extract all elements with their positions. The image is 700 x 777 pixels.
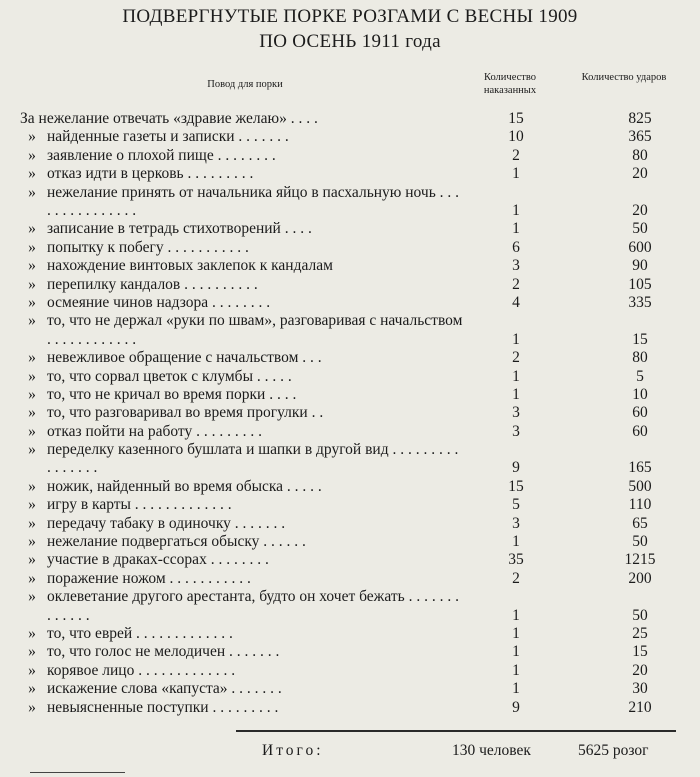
table-row <box>0 496 700 514</box>
row-reason: то, что сорвал цветок с клумбы . . . . . <box>47 367 292 385</box>
row-strikes: 335 <box>628 293 652 311</box>
table-row <box>0 699 700 717</box>
row-count: 1 <box>512 533 520 551</box>
row-reason: ножик, найденный во время обыска . . . . . <box>47 477 322 495</box>
row-strikes: 15 <box>632 330 648 348</box>
total-count: 130 человек <box>452 742 531 759</box>
row-count: 3 <box>512 404 520 422</box>
row-strikes: 60 <box>632 404 648 422</box>
row-count: 15 <box>508 110 524 127</box>
table-row <box>0 147 700 165</box>
table-row <box>0 441 700 478</box>
row-strikes: 30 <box>632 680 648 698</box>
table-row <box>0 165 700 183</box>
row-count: 1 <box>512 661 520 679</box>
ditto-mark: » <box>28 680 36 698</box>
row-strikes: 1215 <box>624 551 656 569</box>
row-reason: оклеветание другого арестанта, будто он хочет бежать . . . . . . . . . . . . . <box>47 588 459 624</box>
ditto-mark: » <box>28 496 36 514</box>
table-row <box>0 423 700 441</box>
row-strikes: 10 <box>632 385 648 403</box>
document-title-line2: ПО ОСЕНЬ 1911 года <box>259 31 441 52</box>
row-reason: корявое лицо . . . . . . . . . . . . . <box>47 661 236 679</box>
punishment-table <box>0 110 700 717</box>
ditto-mark: » <box>28 128 36 146</box>
row-strikes: 20 <box>632 165 648 183</box>
row-count: 3 <box>512 422 520 440</box>
row-reason: то, что еврей . . . . . . . . . . . . . <box>47 625 233 642</box>
row-strikes: 20 <box>632 201 648 219</box>
row-strikes: 80 <box>632 146 648 164</box>
row-reason: искажение слова «капуста» . . . . . . . <box>47 680 282 698</box>
table-row <box>0 312 700 349</box>
table-row <box>0 276 700 294</box>
row-reason: участие в драках-ссорах . . . . . . . . <box>47 551 269 569</box>
total-strikes: 5625 розог <box>578 742 649 759</box>
row-strikes: 50 <box>632 606 648 624</box>
ditto-mark: » <box>28 588 36 606</box>
table-row <box>0 110 700 128</box>
row-count: 6 <box>512 238 520 256</box>
table-row <box>0 184 700 221</box>
total-label: Итого: <box>262 742 324 759</box>
row-count: 5 <box>512 496 520 514</box>
row-reason: невежливое обращение с начальством . . . <box>47 349 322 367</box>
ditto-mark: » <box>28 183 36 201</box>
row-count: 1 <box>512 643 520 661</box>
row-count: 1 <box>512 367 520 385</box>
row-strikes: 105 <box>628 275 652 293</box>
row-strikes: 50 <box>632 220 648 238</box>
row-reason: игру в карты . . . . . . . . . . . . . <box>47 496 232 514</box>
row-strikes: 90 <box>632 257 648 275</box>
row-reason: попытку к побегу . . . . . . . . . . . <box>47 238 249 256</box>
table-row <box>0 257 700 275</box>
row-count: 10 <box>508 128 524 146</box>
table-row <box>0 515 700 533</box>
ditto-mark: » <box>28 698 36 716</box>
table-row <box>0 404 700 422</box>
row-strikes: 165 <box>628 459 652 477</box>
column-header-reason: Повод для порки <box>207 79 283 90</box>
table-row <box>0 220 700 238</box>
row-reason: то, что разговаривал во время прогулки . . <box>47 404 324 422</box>
table-row <box>0 294 700 312</box>
row-count: 15 <box>508 477 524 495</box>
row-reason: поражение ножом . . . . . . . . . . . <box>47 569 251 587</box>
ditto-mark: » <box>28 312 36 330</box>
row-count: 1 <box>512 330 520 348</box>
ditto-mark: » <box>28 367 36 385</box>
column-header-count: Количество наказанных <box>483 72 537 96</box>
row-count: 9 <box>512 459 520 477</box>
row-reason: За нежелание отвечать «здравие желаю» . . . . <box>20 110 318 127</box>
row-reason: отказ пойти на работу . . . . . . . . . <box>47 422 262 440</box>
table-row <box>0 128 700 146</box>
row-strikes: 25 <box>632 625 648 642</box>
ditto-mark: » <box>28 349 36 367</box>
row-count: 1 <box>512 220 520 238</box>
ditto-mark: » <box>28 257 36 275</box>
row-count: 1 <box>512 606 520 624</box>
table-row <box>0 551 700 569</box>
ditto-mark: » <box>28 551 36 569</box>
row-reason: перепилку кандалов . . . . . . . . . . <box>47 275 258 293</box>
row-strikes: 500 <box>628 477 652 495</box>
table-row <box>0 625 700 643</box>
row-reason: отказ идти в церковь . . . . . . . . . <box>47 165 254 183</box>
ditto-mark: » <box>28 404 36 422</box>
ditto-mark: » <box>28 165 36 183</box>
row-reason: записание в тетрадь стихотворений . . . . <box>47 220 312 238</box>
row-reason: невыясненные поступки . . . . . . . . . <box>47 698 279 716</box>
ditto-mark: » <box>28 477 36 495</box>
row-strikes: 210 <box>628 698 652 716</box>
row-reason: то, что голос не мелодичен . . . . . . . <box>47 643 280 661</box>
ditto-mark: » <box>28 625 36 642</box>
row-strikes: 825 <box>628 110 652 127</box>
row-count: 3 <box>512 257 520 275</box>
table-row <box>0 570 700 588</box>
ditto-mark: » <box>28 220 36 238</box>
row-count: 2 <box>512 349 520 367</box>
ditto-mark: » <box>28 422 36 440</box>
ditto-mark: » <box>28 385 36 403</box>
ditto-mark: » <box>28 293 36 311</box>
row-strikes: 60 <box>632 422 648 440</box>
table-row <box>0 368 700 386</box>
total-divider <box>236 730 676 732</box>
row-reason: найденные газеты и записки . . . . . . . <box>47 128 289 146</box>
ditto-mark: » <box>28 514 36 532</box>
ditto-mark: » <box>28 441 36 459</box>
row-count: 1 <box>512 385 520 403</box>
row-count: 1 <box>512 165 520 183</box>
table-row <box>0 349 700 367</box>
ditto-mark: » <box>28 533 36 551</box>
row-strikes: 365 <box>628 128 652 146</box>
table-row <box>0 643 700 661</box>
ditto-mark: » <box>28 146 36 164</box>
row-reason: заявление о плохой пище . . . . . . . . <box>47 146 276 164</box>
table-row <box>0 478 700 496</box>
row-reason: нежелание подвергаться обыску . . . . . . <box>47 533 306 551</box>
row-reason: осмеяние чинов надзора . . . . . . . . <box>47 293 271 311</box>
row-strikes: 80 <box>632 349 648 367</box>
row-count: 1 <box>512 625 520 642</box>
ditto-mark: » <box>28 238 36 256</box>
row-count: 1 <box>512 201 520 219</box>
row-count: 35 <box>508 551 524 569</box>
row-reason: то, что не держал «руки по швам», разговаривая с начальством . . . . . . . . . . . . <box>47 312 463 348</box>
table-row <box>0 386 700 404</box>
row-strikes: 50 <box>632 533 648 551</box>
row-reason: то, что не кричал во время порки . . . . <box>47 385 297 403</box>
row-count: 2 <box>512 146 520 164</box>
row-strikes: 110 <box>628 496 652 514</box>
ditto-mark: » <box>28 643 36 661</box>
row-count: 4 <box>512 293 520 311</box>
table-row <box>0 680 700 698</box>
row-reason: передачу табаку в одиночку . . . . . . . <box>47 514 286 532</box>
table-row <box>0 662 700 680</box>
document-title-line1: ПОДВЕРГНУТЫЕ ПОРКЕ РОЗГАМИ С ВЕСНЫ 1909 <box>122 6 578 27</box>
row-count: 2 <box>512 275 520 293</box>
table-row <box>0 533 700 551</box>
row-strikes: 5 <box>636 367 644 385</box>
row-count: 9 <box>512 698 520 716</box>
row-count: 1 <box>512 680 520 698</box>
table-row <box>0 588 700 625</box>
column-header-strikes: Количество ударов <box>581 72 667 83</box>
ditto-mark: » <box>28 661 36 679</box>
row-strikes: 600 <box>628 238 652 256</box>
row-strikes: 20 <box>632 661 648 679</box>
row-strikes: 65 <box>632 514 648 532</box>
row-count: 2 <box>512 569 520 587</box>
footnote-rule <box>30 772 125 773</box>
ditto-mark: » <box>28 569 36 587</box>
row-strikes: 15 <box>632 643 648 661</box>
row-reason: нежелание принять от начальника яйцо в пасхальную ночь . . . . . . . . . . . . . . . <box>47 183 460 219</box>
row-reason: переделку казенного бушлата и шапки в другой вид . . . . . . . . . . . . . . . . <box>47 441 459 477</box>
ditto-mark: » <box>28 275 36 293</box>
row-count: 3 <box>512 514 520 532</box>
table-row <box>0 239 700 257</box>
row-reason: нахождение винтовых заклепок к кандалам <box>47 257 333 275</box>
row-strikes: 200 <box>628 569 652 587</box>
